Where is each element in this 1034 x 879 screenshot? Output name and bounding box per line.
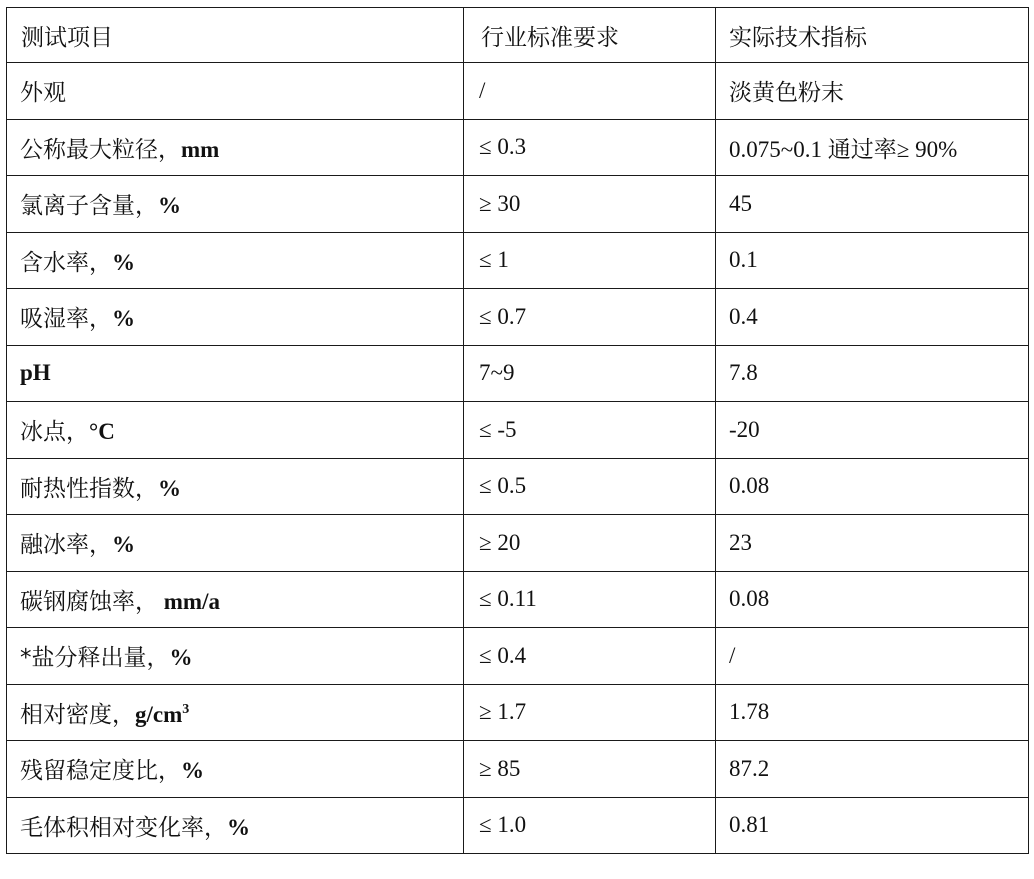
cell-standard: 7~9: [464, 345, 716, 402]
item-unit: mm: [181, 136, 220, 162]
item-label: 碳钢腐蚀率，: [20, 588, 158, 615]
cell-actual: 0.1: [716, 232, 1029, 289]
cell-actual: 0.08: [716, 571, 1029, 628]
cell-test-item: [7, 515, 464, 572]
cell-test-item: [7, 628, 464, 685]
cell-test-item: [7, 797, 464, 854]
item-unit: %: [158, 475, 181, 501]
table-row: [7, 458, 1029, 515]
cell-test-item: [7, 232, 464, 289]
item-label: 外观: [20, 80, 66, 107]
item-unit: %: [112, 306, 135, 332]
table-row: [7, 176, 1029, 233]
cell-standard: ≤ 0.3: [464, 119, 716, 176]
cell-standard: ≤ 1: [464, 232, 716, 289]
cell-test-item: [7, 458, 464, 515]
item-label: *盐分释出量，: [20, 645, 170, 672]
cell-standard: ≤ 0.5: [464, 458, 716, 515]
item-unit: %: [169, 645, 193, 671]
spec-table: [6, 7, 1029, 854]
cell-actual: 87.2: [716, 741, 1029, 798]
item-unit: %: [181, 758, 204, 784]
cell-actual: 0.81: [716, 797, 1029, 854]
cell-actual: 淡黄色粉末: [716, 63, 1029, 120]
item-unit: °C: [89, 419, 115, 445]
cell-test-item: [7, 402, 464, 459]
cell-test-item: [7, 63, 464, 120]
item-unit: %: [158, 193, 181, 219]
header-test-item: 测试项目: [7, 8, 464, 63]
cell-standard: ≥ 85: [464, 741, 716, 798]
cell-test-item: [7, 684, 464, 741]
item-unit: %: [112, 249, 135, 275]
table-row: [7, 628, 1029, 685]
item-label: 吸湿率，: [20, 306, 112, 333]
item-unit: mm/a: [158, 588, 220, 614]
item-unit: %: [112, 532, 135, 558]
cell-actual: 45: [716, 176, 1029, 233]
cell-standard: ≤ 0.7: [464, 289, 716, 346]
cell-actual: /: [716, 628, 1029, 685]
cell-standard: ≤ 0.4: [464, 628, 716, 685]
cell-actual: 23: [716, 515, 1029, 572]
cell-test-item: [7, 119, 464, 176]
item-label: 含水率，: [20, 249, 112, 276]
unit-superscript: 3: [182, 701, 190, 717]
table-row: [7, 515, 1029, 572]
cell-actual: 0.4: [716, 289, 1029, 346]
item-unit: g/cm: [135, 701, 183, 727]
item-label: 残留稳定度比，: [20, 758, 181, 785]
cell-test-item: [7, 345, 464, 402]
item-label: 相对密度，: [20, 701, 135, 728]
item-label: 公称最大粒径，: [20, 136, 181, 163]
cell-actual: 0.08: [716, 458, 1029, 515]
cell-test-item: [7, 289, 464, 346]
cell-test-item: [7, 571, 464, 628]
cell-standard: ≥ 1.7: [464, 684, 716, 741]
cell-standard: ≤ 0.11: [464, 571, 716, 628]
table-header-row: [7, 8, 1029, 63]
cell-standard: ≥ 20: [464, 515, 716, 572]
item-label: 耐热性指数，: [20, 475, 158, 502]
cell-test-item: [7, 176, 464, 233]
cell-standard: ≥ 30: [464, 176, 716, 233]
table-row: [7, 402, 1029, 459]
cell-test-item: [7, 741, 464, 798]
item-label: 融冰率，: [20, 532, 112, 559]
cell-actual: 0.075~0.1 通过率≥ 90%: [716, 119, 1029, 176]
cell-standard: /: [464, 63, 716, 120]
item-label: 冰点，: [20, 419, 89, 446]
table-row: [7, 345, 1029, 402]
cell-actual: 7.8: [716, 345, 1029, 402]
table-row: [7, 741, 1029, 798]
header-industry-standard: 行业标准要求: [464, 8, 716, 63]
table-row: [7, 232, 1029, 289]
table-row: [7, 571, 1029, 628]
table-row: [7, 684, 1029, 741]
cell-actual: 1.78: [716, 684, 1029, 741]
item-unit: pH: [20, 360, 51, 386]
item-unit: %: [227, 814, 250, 840]
item-label: 毛体积相对变化率，: [20, 814, 227, 841]
cell-actual: -20: [716, 402, 1029, 459]
item-label: 氯离子含量，: [20, 193, 158, 220]
table-row: [7, 63, 1029, 120]
header-actual-index: 实际技术指标: [716, 8, 1029, 63]
table-row: [7, 797, 1029, 854]
cell-standard: ≤ -5: [464, 402, 716, 459]
table-row: [7, 289, 1029, 346]
cell-standard: ≤ 1.0: [464, 797, 716, 854]
table-row: [7, 119, 1029, 176]
